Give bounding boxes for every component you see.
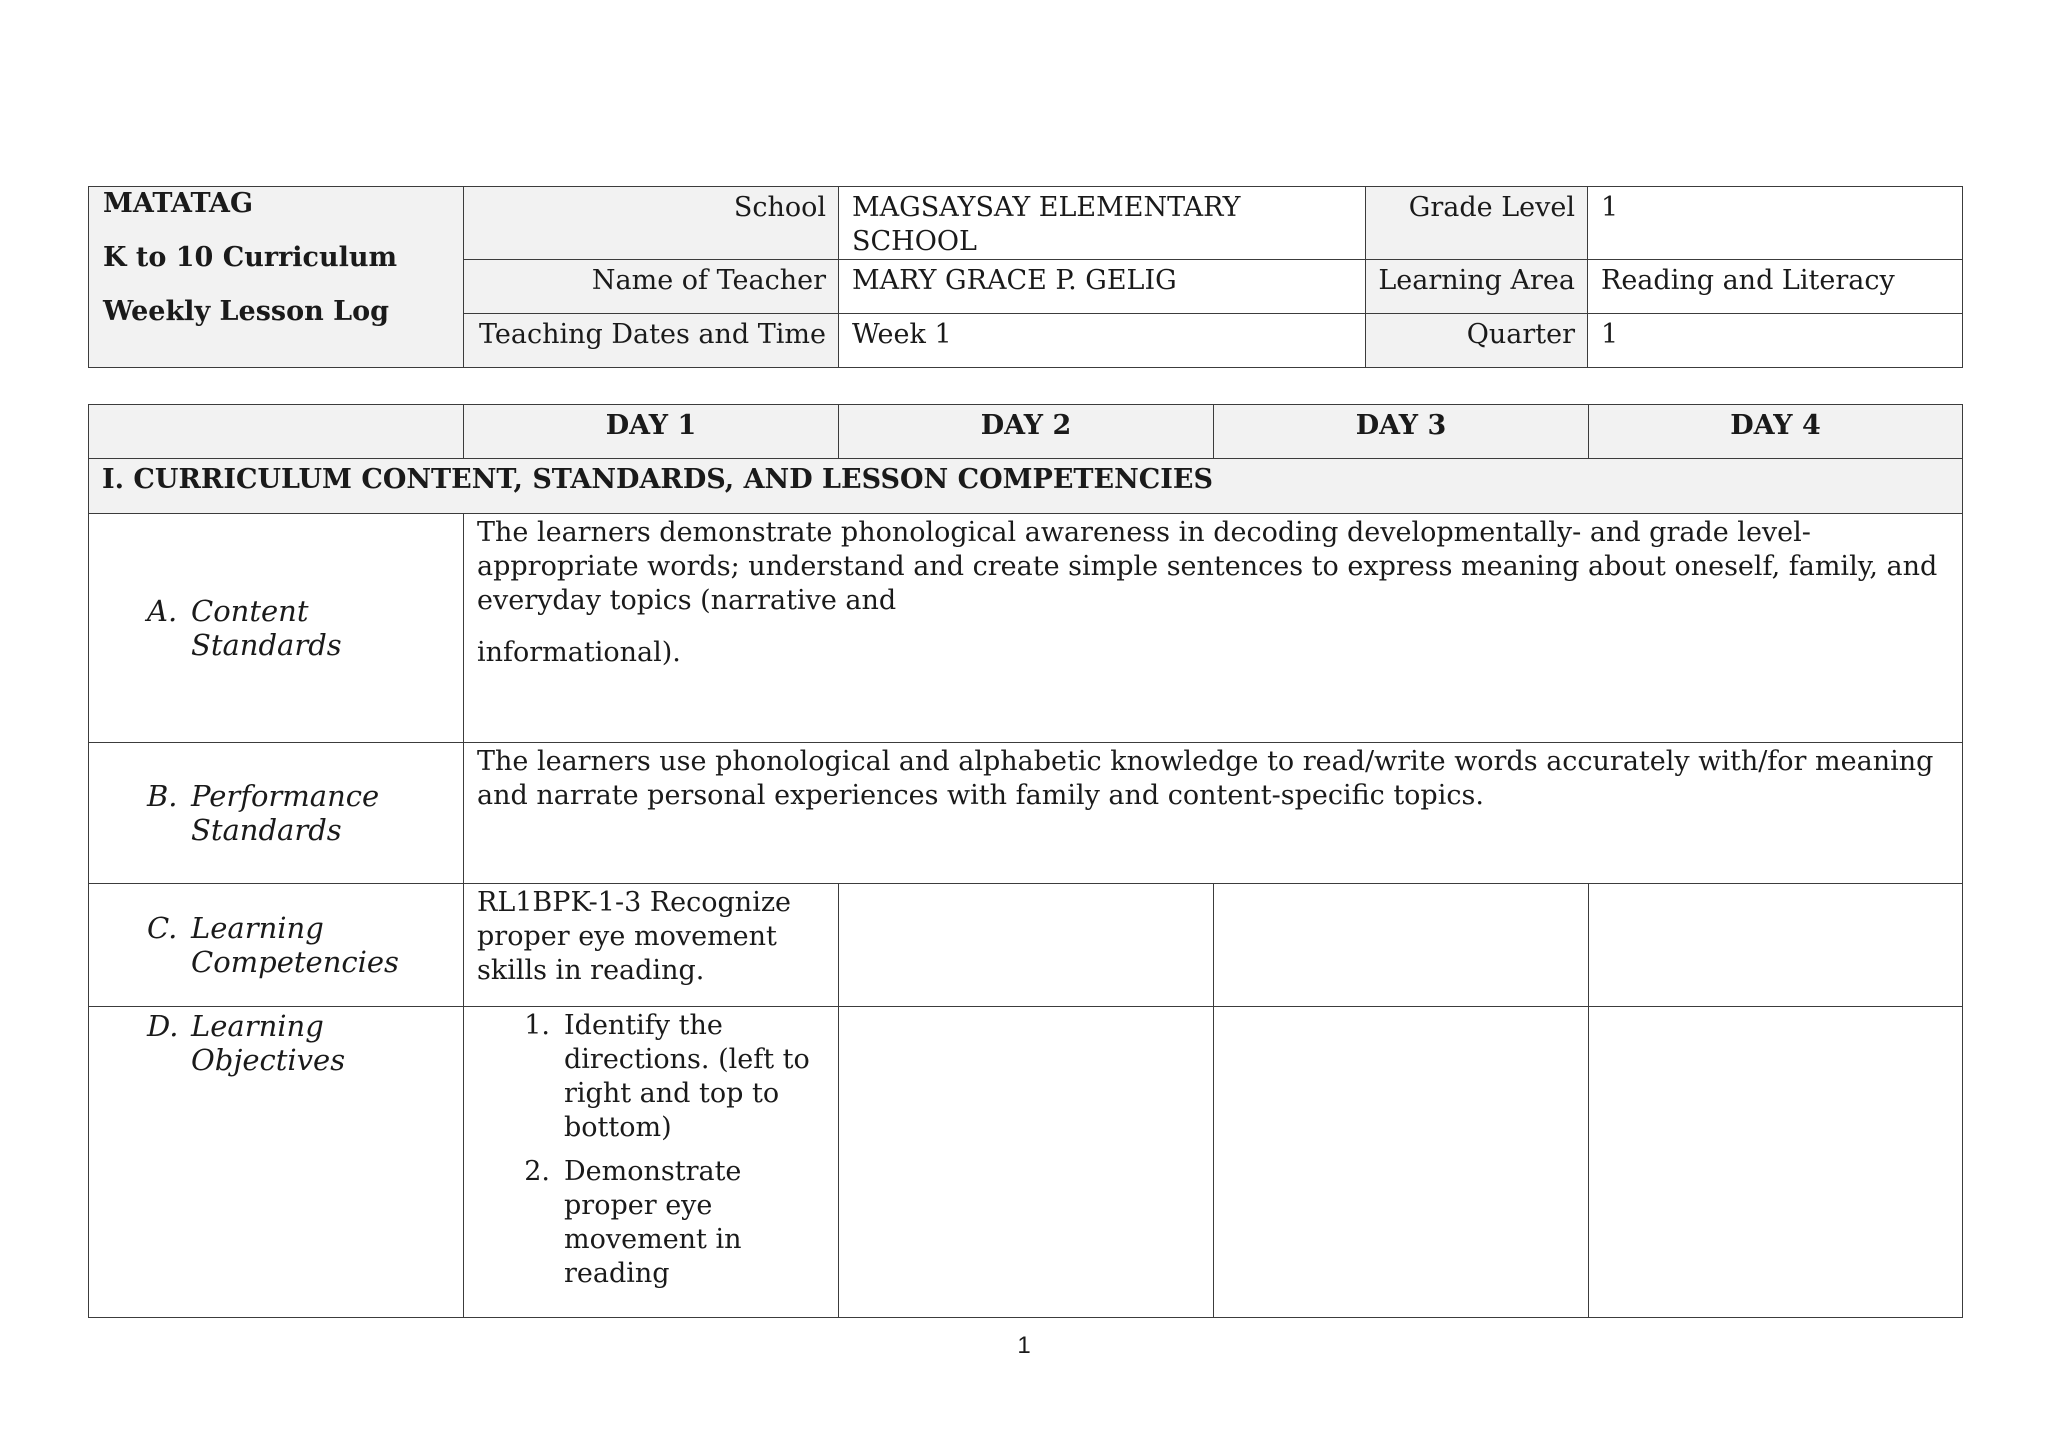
content-standards-label xyxy=(89,514,464,743)
learning-area-value: Reading and Literacy xyxy=(1588,260,1963,314)
content-standards-letter: A. xyxy=(147,594,178,628)
learning-objectives-day1 xyxy=(464,1007,839,1318)
content-standards-text-part2: informational). xyxy=(477,637,681,668)
objective-item xyxy=(464,1155,824,1291)
learning-objectives-label xyxy=(89,1007,464,1318)
objectives-list xyxy=(464,1009,824,1291)
learning-objectives-label-line2: Objectives xyxy=(191,1043,346,1077)
learning-competencies-day2 xyxy=(839,884,1214,1007)
objective-text: Demonstrate proper eye movement in reading xyxy=(564,1156,742,1289)
dates-value: Week 1 xyxy=(839,314,1366,368)
learning-competencies-label-line1: Learning xyxy=(191,911,324,945)
objective-text: Identify the directions. (left to right and top to bottom) xyxy=(564,1010,810,1143)
content-standards-label-line2: Standards xyxy=(191,628,342,662)
learning-competencies-day1: RL1BPK-1-3 Recognize proper eye movement skills in reading. xyxy=(464,884,839,1007)
learning-competencies-label xyxy=(89,884,464,1007)
day-4-header: DAY 4 xyxy=(1589,405,1963,459)
objective-item xyxy=(464,1009,824,1145)
performance-standards-label-line2: Standards xyxy=(191,813,342,847)
learning-area-label: Learning Area xyxy=(1366,260,1588,314)
log-title xyxy=(89,187,464,368)
performance-standards-label xyxy=(89,743,464,884)
teacher-label: Name of Teacher xyxy=(464,260,839,314)
lesson-log-table xyxy=(88,404,1963,1318)
content-standards-text-part1: The learners demonstrate phonological awareness in decoding developmentally- and grade level-appropriate words; understand and create simple sentences to express meaning about oneself, family, and everyday topics (narrative and xyxy=(477,517,1938,616)
performance-standards-letter: B. xyxy=(147,779,178,813)
learning-competencies-label-line2: Competencies xyxy=(191,945,399,979)
learning-competencies-day4 xyxy=(1589,884,1963,1007)
day-3-header: DAY 3 xyxy=(1214,405,1589,459)
objective-number: 1. xyxy=(524,1010,550,1041)
dates-label: Teaching Dates and Time xyxy=(464,314,839,368)
objective-number: 2. xyxy=(524,1156,550,1187)
log-title-line-3: Weekly Lesson Log xyxy=(103,296,390,327)
performance-standards-text: The learners use phonological and alphabetic knowledge to read/write words accurately with/for meaning and narrate personal experiences with family and content-specific topics. xyxy=(464,743,1963,884)
content-standards-label-line1: Content xyxy=(191,594,309,628)
learning-objectives-letter: D. xyxy=(147,1009,179,1043)
day-1-header: DAY 1 xyxy=(464,405,839,459)
teacher-value: MARY GRACE P. GELIG xyxy=(839,260,1366,314)
quarter-label: Quarter xyxy=(1366,314,1588,368)
header-table xyxy=(88,186,1963,368)
log-title-line-1: MATATAG xyxy=(103,188,254,219)
quarter-value: 1 xyxy=(1588,314,1963,368)
section-title: I. CURRICULUM CONTENT, STANDARDS, AND LESSON COMPETENCIES xyxy=(89,459,1963,514)
performance-standards-label-line1: Performance xyxy=(191,779,380,813)
empty-header-cell xyxy=(89,405,464,459)
grade-level-value: 1 xyxy=(1588,187,1963,260)
log-title-line-2: K to 10 Curriculum xyxy=(103,242,398,273)
school-value: MAGSAYSAY ELEMENTARY SCHOOL xyxy=(839,187,1366,260)
grade-level-label: Grade Level xyxy=(1366,187,1588,260)
content-standards-text xyxy=(464,514,1963,743)
learning-objectives-label-line1: Learning xyxy=(191,1009,324,1043)
learning-objectives-day2 xyxy=(839,1007,1214,1318)
page-number: 1 xyxy=(1017,1332,1031,1359)
learning-competencies-day3 xyxy=(1214,884,1589,1007)
learning-objectives-day3 xyxy=(1214,1007,1589,1318)
day-2-header: DAY 2 xyxy=(839,405,1214,459)
school-label: School xyxy=(464,187,839,260)
learning-objectives-day4 xyxy=(1589,1007,1963,1318)
learning-competencies-letter: C. xyxy=(147,911,178,945)
